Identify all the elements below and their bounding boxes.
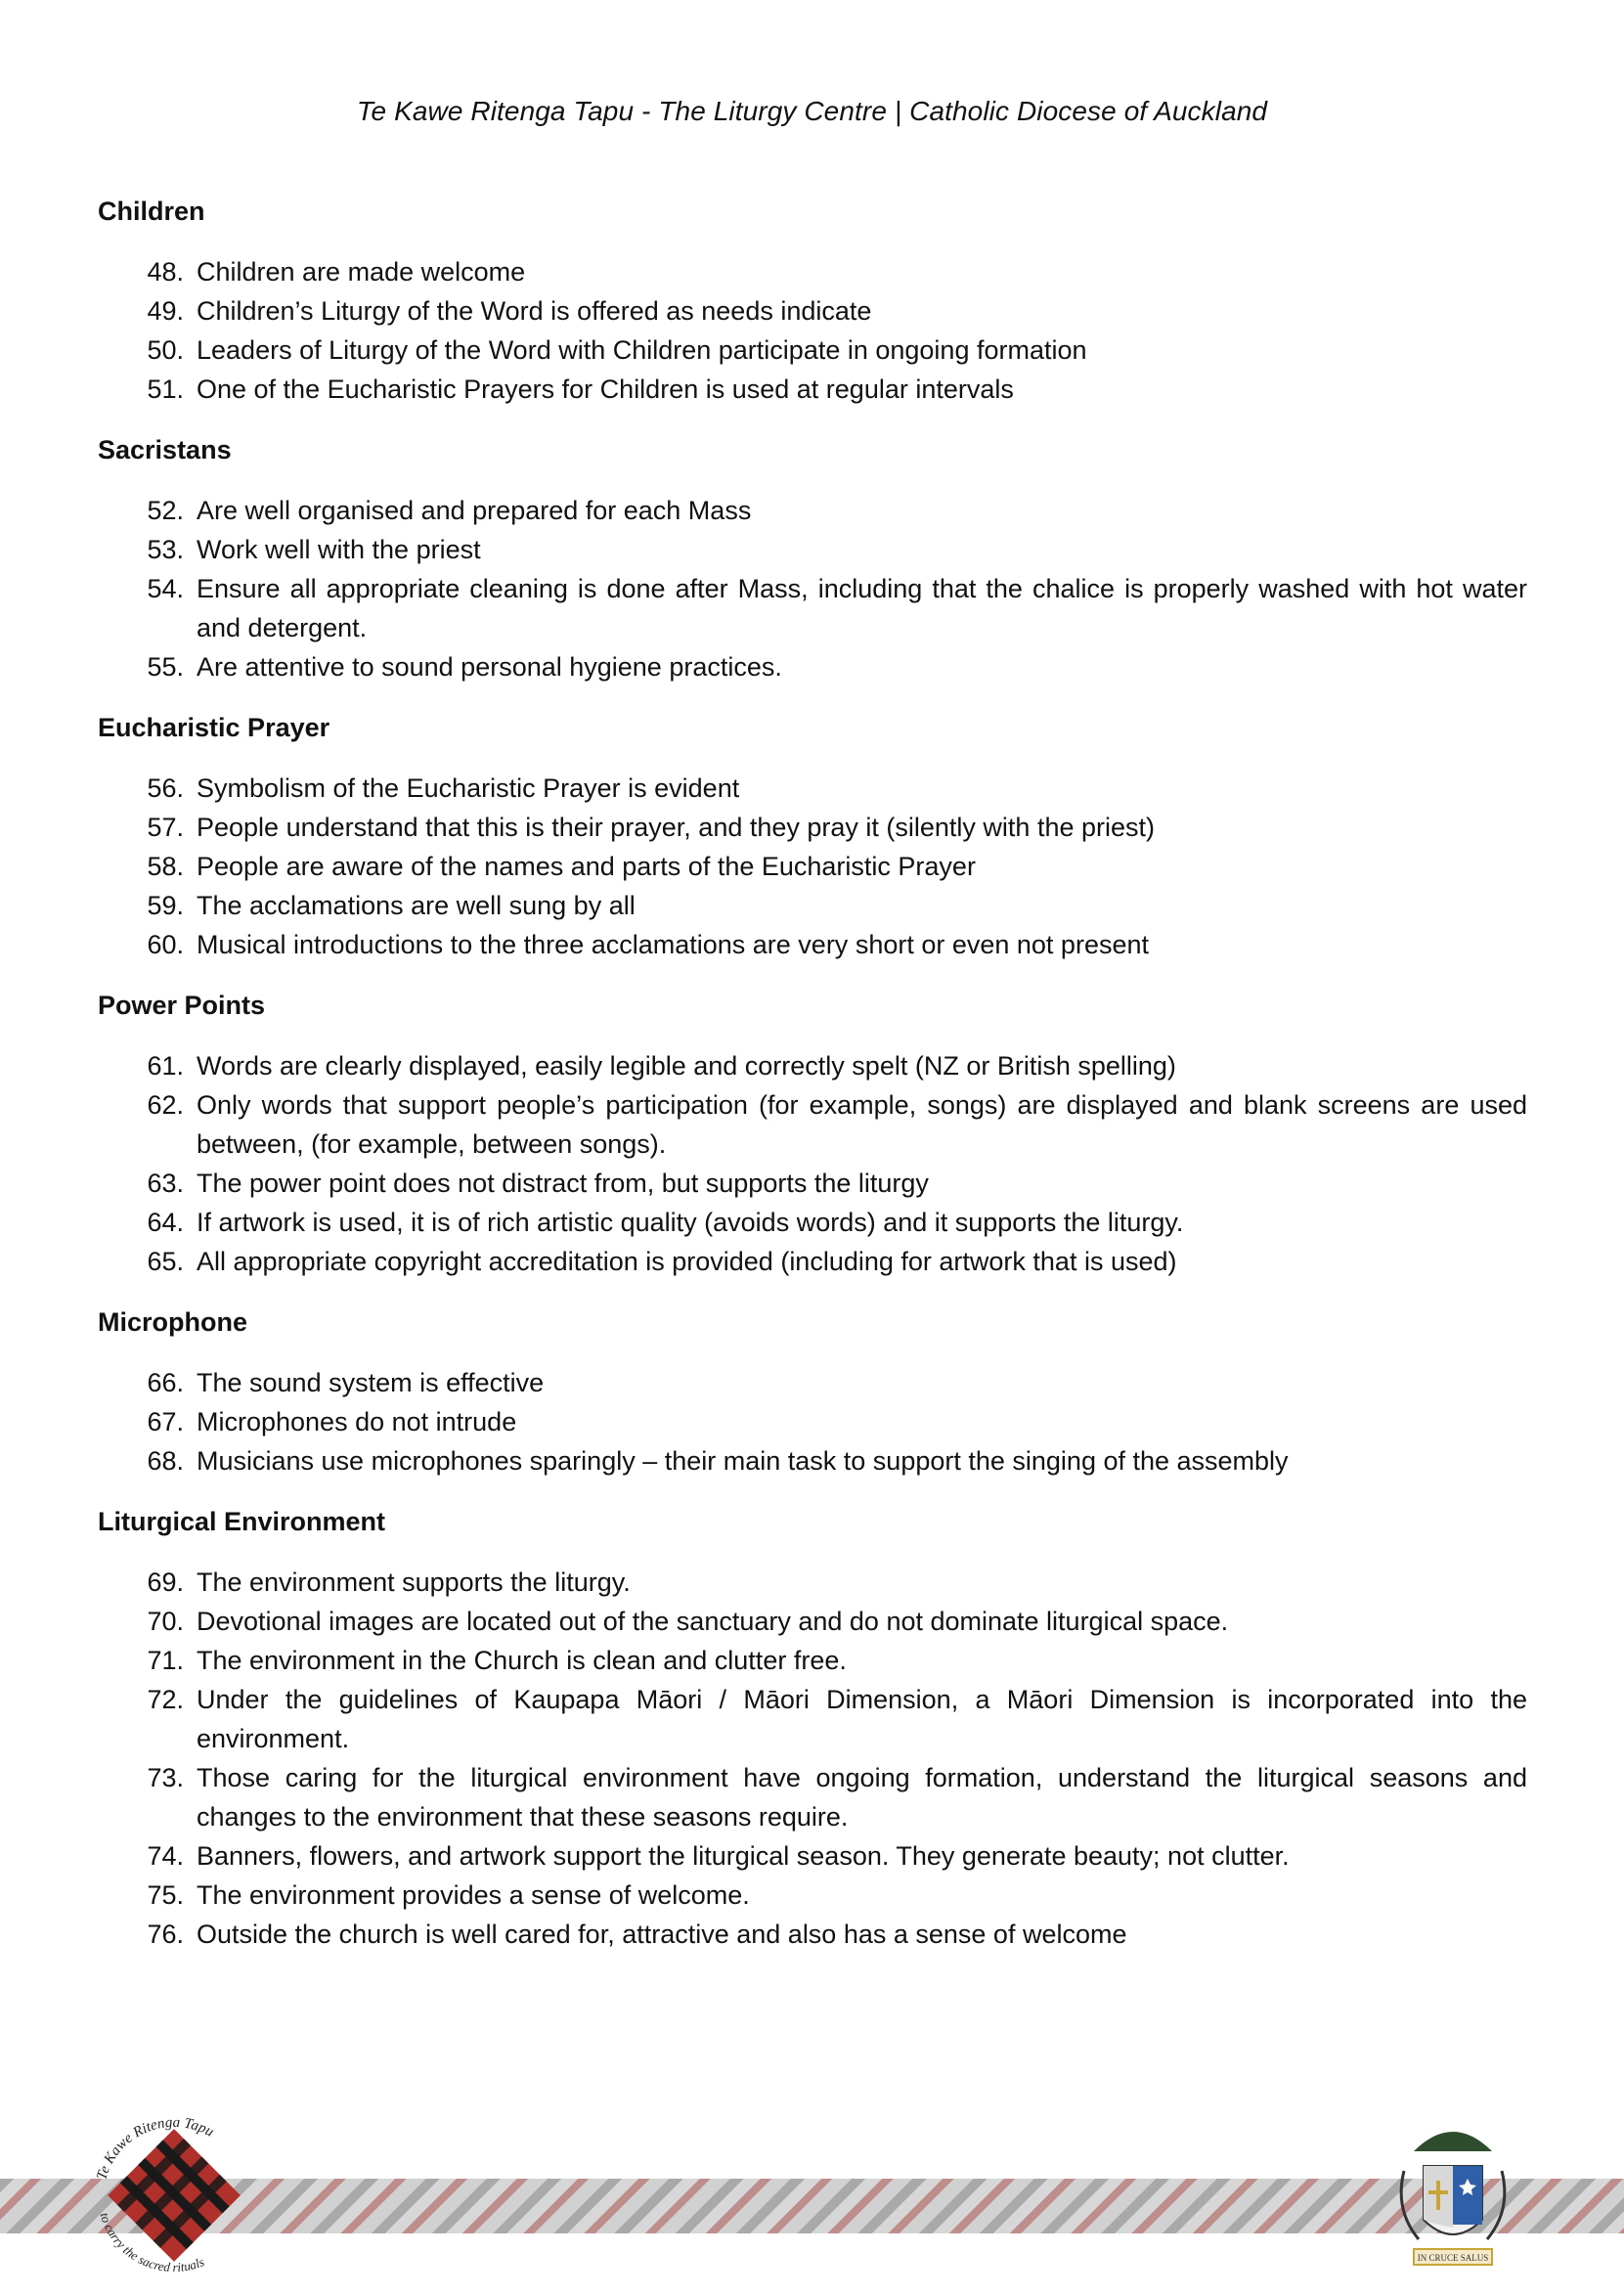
diocese-coat-of-arms: [1384, 2112, 1521, 2278]
item-number: 49.: [147, 296, 184, 326]
item-text: Are attentive to sound personal hygiene practices.: [197, 652, 782, 682]
section-liturgical-environment: [98, 1502, 1527, 1954]
list-item: [98, 1758, 1527, 1836]
section-microphone: [98, 1303, 1527, 1480]
section-title: Sacristans: [98, 435, 232, 464]
item-number: 56.: [147, 773, 184, 803]
item-text: People understand that this is their prayer, and they pray it (silently with the priest): [197, 813, 1156, 842]
item-number: 72.: [147, 1685, 184, 1714]
list-item: [98, 1563, 1527, 1602]
item-number: 69.: [147, 1567, 184, 1597]
list-item: [98, 1085, 1527, 1164]
item-text: Children’s Liturgy of the Word is offered as needs indicate: [197, 296, 872, 326]
list-item: [98, 291, 1527, 331]
item-number: 70.: [147, 1607, 184, 1636]
item-text: Leaders of Liturgy of the Word with Children participate in ongoing formation: [197, 335, 1087, 365]
item-number: 76.: [147, 1920, 184, 1949]
item-number: 71.: [147, 1646, 184, 1675]
item-text: Children are made welcome: [197, 257, 526, 287]
item-text: Devotional images are located out of the sanctuary and do not dominate liturgical space.: [197, 1607, 1229, 1636]
list-item: [98, 1680, 1527, 1758]
checklist: [98, 192, 1527, 1975]
list-item: [98, 808, 1527, 847]
list-item: [98, 331, 1527, 370]
item-text: The environment provides a sense of welcome.: [197, 1880, 750, 1910]
item-number: 68.: [147, 1446, 184, 1476]
item-text: People are aware of the names and parts of the Eucharistic Prayer: [197, 852, 976, 881]
section-power-points: [98, 986, 1527, 1281]
item-number: 50.: [147, 335, 184, 365]
item-number: 53.: [147, 535, 184, 564]
list-item: [98, 886, 1527, 925]
section-sacristans: [98, 430, 1527, 686]
item-text: The power point does not distract from, but supports the liturgy: [197, 1169, 929, 1198]
item-number: 65.: [147, 1247, 184, 1276]
item-text: If artwork is used, it is of rich artistic quality (avoids words) and it supports the liturgy.: [197, 1208, 1184, 1237]
list-item: [98, 925, 1527, 964]
list-item: [98, 1402, 1527, 1441]
page-header: Te Kawe Ritenga Tapu - The Liturgy Centre | Catholic Diocese of Auckland: [356, 96, 1268, 126]
svg-text:Te Kawe Ritenga Tapu: Te Kawe Ritenga Tapu: [94, 2114, 217, 2183]
item-number: 63.: [147, 1169, 184, 1198]
list-item: [98, 1203, 1527, 1242]
list-item: [98, 1641, 1527, 1680]
item-text: The acclamations are well sung by all: [197, 891, 636, 920]
item-number: 51.: [147, 375, 184, 404]
liturgy-centre-logo: [86, 2102, 262, 2288]
item-text: Under the guidelines of Kaupapa Māori / Māori Dimension, a Māori Dimension is incorporated into the environment.: [197, 1685, 1527, 1753]
item-text: Symbolism of the Eucharistic Prayer is evident: [197, 773, 740, 803]
item-number: 59.: [147, 891, 184, 920]
svg-text:IN CRUCE SALUS: IN CRUCE SALUS: [1417, 2253, 1489, 2263]
item-number: 75.: [147, 1880, 184, 1910]
list-item: [98, 1164, 1527, 1203]
list-item: [98, 1242, 1527, 1281]
item-number: 67.: [147, 1407, 184, 1436]
item-text: Only words that support people’s participation (for example, songs) are displayed and blank screens are used between, (for example, between songs).: [197, 1090, 1527, 1159]
list-item: [98, 847, 1527, 886]
item-number: 61.: [147, 1051, 184, 1081]
list-item: [98, 1441, 1527, 1480]
item-number: 62.: [147, 1090, 184, 1120]
list-item: [98, 569, 1527, 647]
item-number: 74.: [147, 1841, 184, 1871]
list-item: [98, 647, 1527, 686]
item-text: Work well with the priest: [197, 535, 481, 564]
list-item: [98, 769, 1527, 808]
item-list: [98, 252, 1527, 409]
item-number: 64.: [147, 1208, 184, 1237]
item-text: Banners, flowers, and artwork support the liturgical season. They generate beauty; not clutter.: [197, 1841, 1290, 1871]
list-item: [98, 1602, 1527, 1641]
list-item: [98, 1363, 1527, 1402]
item-list: [98, 1363, 1527, 1480]
section-title: Children: [98, 197, 205, 226]
item-text: The sound system is effective: [197, 1368, 545, 1397]
item-text: Musical introductions to the three acclamations are very short or even not present: [197, 930, 1149, 959]
list-item: [98, 1046, 1527, 1085]
item-number: 48.: [147, 257, 184, 287]
list-item: [98, 491, 1527, 530]
section-title: Eucharistic Prayer: [98, 713, 330, 742]
item-text: The environment supports the liturgy.: [197, 1567, 631, 1597]
item-number: 57.: [147, 813, 184, 842]
item-number: 60.: [147, 930, 184, 959]
list-item: [98, 1915, 1527, 1954]
item-text: Are well organised and prepared for each Mass: [197, 496, 752, 525]
item-text: All appropriate copyright accreditation is provided (including for artwork that is used): [197, 1247, 1177, 1276]
item-number: 66.: [147, 1368, 184, 1397]
section-title: Power Points: [98, 991, 266, 1020]
item-text: Microphones do not intrude: [197, 1407, 517, 1436]
item-text: Those caring for the liturgical environment have ongoing formation, understand the liturgical seasons and changes to the environment that these seasons require.: [197, 1763, 1527, 1832]
item-text: Ensure all appropriate cleaning is done after Mass, including that the chalice is properly washed with hot water and detergent.: [197, 574, 1527, 642]
item-text: The environment in the Church is clean and clutter free.: [197, 1646, 847, 1675]
item-list: [98, 1563, 1527, 1954]
list-item: [98, 252, 1527, 291]
section-title: Liturgical Environment: [98, 1507, 386, 1536]
item-text: One of the Eucharistic Prayers for Children is used at regular intervals: [197, 375, 1014, 404]
list-item: [98, 370, 1527, 409]
section-title: Microphone: [98, 1307, 247, 1337]
list-item: [98, 1876, 1527, 1915]
item-text: Musicians use microphones sparingly – their main task to support the singing of the assembly: [197, 1446, 1289, 1476]
section-children: [98, 192, 1527, 409]
item-list: [98, 1046, 1527, 1281]
svg-text:to carry the sacred rituals: to carry the sacred rituals: [97, 2211, 206, 2275]
item-list: [98, 491, 1527, 686]
list-item: [98, 1836, 1527, 1876]
item-number: 52.: [147, 496, 184, 525]
item-list: [98, 769, 1527, 964]
item-number: 73.: [147, 1763, 184, 1792]
item-number: 54.: [147, 574, 184, 603]
item-number: 58.: [147, 852, 184, 881]
item-text: Words are clearly displayed, easily legible and correctly spelt (NZ or British spelling): [197, 1051, 1176, 1081]
section-eucharistic-prayer: [98, 708, 1527, 964]
item-text: Outside the church is well cared for, attractive and also has a sense of welcome: [197, 1920, 1127, 1949]
list-item: [98, 530, 1527, 569]
item-number: 55.: [147, 652, 184, 682]
